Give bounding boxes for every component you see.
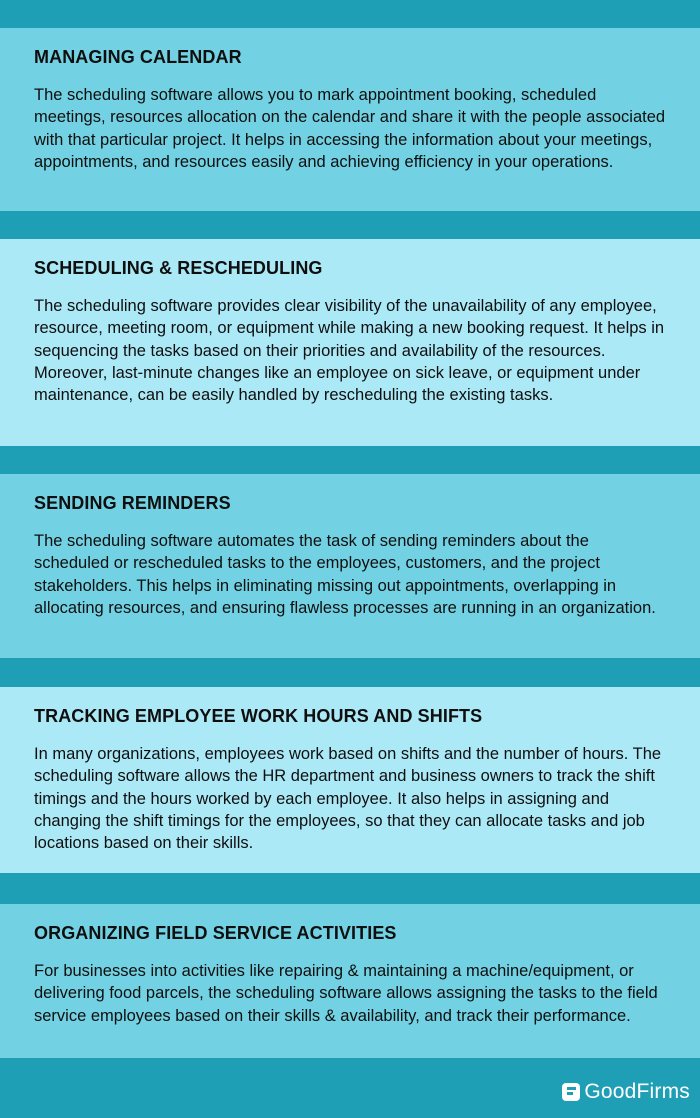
- brand-name: GoodFirms: [584, 1080, 690, 1103]
- goodfirms-logo-icon: [562, 1083, 580, 1101]
- section-title: TRACKING EMPLOYEE WORK HOURS AND SHIFTS: [34, 706, 483, 726]
- section-body: The scheduling software automates the task of sending reminders about the scheduled or rescheduled tasks to the employees, customers, and the project stakeholders. This helps in eliminating missing out appointments, overlapping in allocating resources, and ensuring flawless processes are running in an organization.: [34, 532, 656, 617]
- section-title: SENDING REMINDERS: [34, 493, 231, 513]
- section-scheduling-rescheduling: [0, 239, 700, 446]
- section-sending-reminders: [0, 474, 700, 658]
- section-title: MANAGING CALENDAR: [34, 47, 242, 67]
- section-field-service: [0, 904, 700, 1058]
- section-tracking-work-hours: [0, 687, 700, 873]
- section-title: SCHEDULING & RESCHEDULING: [34, 258, 323, 278]
- goodfirms-logo: [562, 1080, 690, 1104]
- section-body: The scheduling software allows you to mark appointment booking, scheduled meetings, resources allocation on the calendar and share it with the people associated with that particular project. It helps in accessing the information about your meetings, appointments, and resources easily and achieving efficiency in your operations.: [34, 86, 666, 171]
- section-body: In many organizations, employees work based on shifts and the number of hours. The scheduling software allows the HR department and business owners to track the shift timings and the hours worked by each employee. It also helps in assigning and changing the shift timings for the employees, so that they can allocate tasks and job locations based on their skills.: [34, 745, 662, 853]
- section-body: For businesses into activities like repairing & maintaining a machine/equipment, or delivering food parcels, the scheduling software allows assigning the tasks to the field service employees based on their skills & availability, and track their performance.: [34, 962, 658, 1025]
- section-managing-calendar: [0, 28, 700, 211]
- section-title: ORGANIZING FIELD SERVICE ACTIVITIES: [34, 923, 397, 943]
- section-body: The scheduling software provides clear visibility of the unavailability of any employee, resource, meeting room, or equipment while making a new booking request. It helps in sequencing the tasks based on their priorities and availability of the resources. Moreover, last-minute changes like an employee on sick leave, or equipment under maintenance, can be easily handled by rescheduling the existing tasks.: [34, 297, 665, 405]
